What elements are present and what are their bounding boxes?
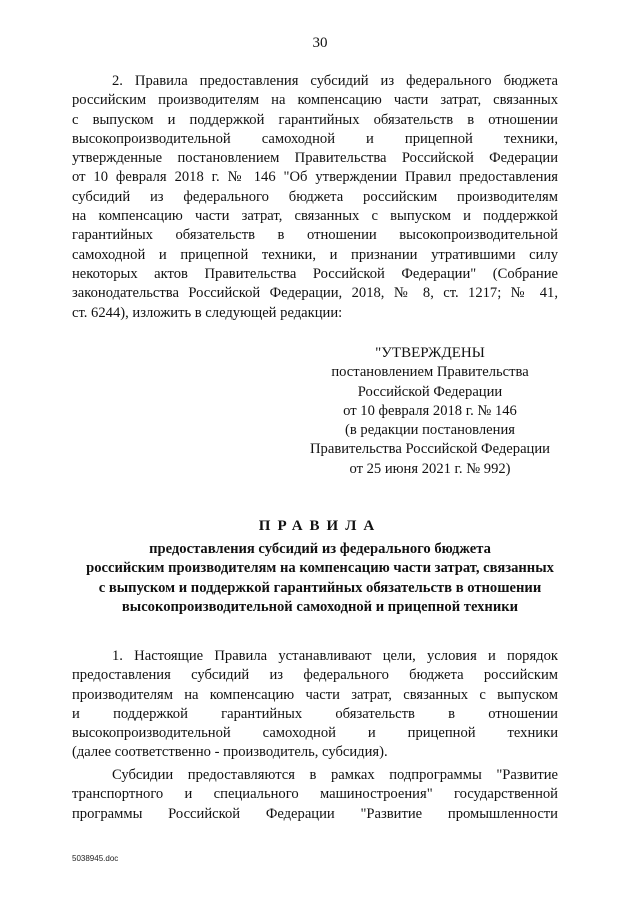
approval-line: постановлением Правительства [331, 364, 529, 381]
page-number: 30 [312, 35, 328, 51]
text-line: 1. Настоящие Правила устанавливают цели, условия и порядок [112, 648, 558, 664]
subtitle-line: предоставления субсидий из федерального бюджета [149, 541, 491, 557]
text-line: законодательства Российской Федерации, 2018, № 8, ст. 1217; № 41, [72, 285, 558, 302]
text-line: и поддержкой гарантийных обязательств в отношении [72, 705, 558, 722]
rules-subtitle [70, 540, 570, 617]
text-line: на компенсацию части затрат, связанных с выпуском и поддержкой [72, 208, 558, 225]
file-name-footer: 5038945.doc [72, 854, 119, 863]
text-line: Субсидии предоставляются в рамках подпрограммы "Развитие [112, 767, 558, 783]
subtitle-line: российским производителям на компенсацию части затрат, связанных [86, 560, 554, 577]
text-line: с выпуском и поддержкой гарантийных обязательств в отношении [72, 111, 558, 128]
text-line: российским производителям на компенсацию части затрат, связанных [72, 92, 558, 109]
point-1-paragraph [72, 647, 558, 763]
rules-title: ПРАВИЛА [258, 518, 382, 534]
text-line: транспортного и специального машиностроения" государственной [72, 786, 558, 803]
text-line: высокопроизводительной самоходной и прицепной техники [72, 725, 558, 742]
text-line: гарантийных обязательств в отношении высокопроизводительной [72, 227, 558, 244]
text-line: 2. Правила предоставления субсидий из федерального бюджета [112, 73, 558, 89]
approval-line: Российской Федерации [357, 383, 503, 400]
text-line: высокопроизводительной самоходной и прицепной техники, [72, 130, 558, 147]
text-line: производителям на компенсацию части затрат, связанных с выпуском [72, 686, 558, 703]
approval-line: от 10 февраля 2018 г. № 146 [343, 402, 517, 419]
text-line: (далее соответственно - производитель, субсидия). [72, 744, 388, 761]
approval-stamp [300, 344, 560, 479]
approval-line: (в редакции постановления [345, 422, 515, 439]
approval-line: от 25 июня 2021 г. № 992) [349, 460, 511, 477]
text-line: некоторых актов Правительства Российской Федерации" (Собрание [72, 265, 558, 282]
text-line: программы Российской Федерации "Развитие промышленности [72, 805, 558, 822]
text-line: субсидий из федерального бюджета российским производителям [72, 188, 558, 205]
text-line: ст. 6244), изложить в следующей редакции: [72, 304, 343, 321]
text-line: самоходной и прицепной техники, и признании утратившими силу [72, 246, 558, 263]
approval-heading: "УТВЕРЖДЕНЫ [375, 345, 485, 361]
text-line: предоставления субсидий из федерального бюджета российским [72, 667, 558, 684]
subtitle-line: с выпуском и поддержкой гарантийных обязательств в отношении [98, 579, 542, 596]
text-line: от 10 февраля 2018 г. № 146 "Об утверждении Правил предоставления [72, 169, 558, 186]
subtitle-line: высокопроизводительной самоходной и прицепной техники [121, 598, 519, 615]
approval-line: Правительства Российской Федерации [310, 441, 550, 458]
item-2-paragraph [72, 72, 558, 323]
text-line: утвержденные постановлением Правительства Российской Федерации [72, 150, 558, 167]
subsidies-paragraph [72, 766, 558, 824]
